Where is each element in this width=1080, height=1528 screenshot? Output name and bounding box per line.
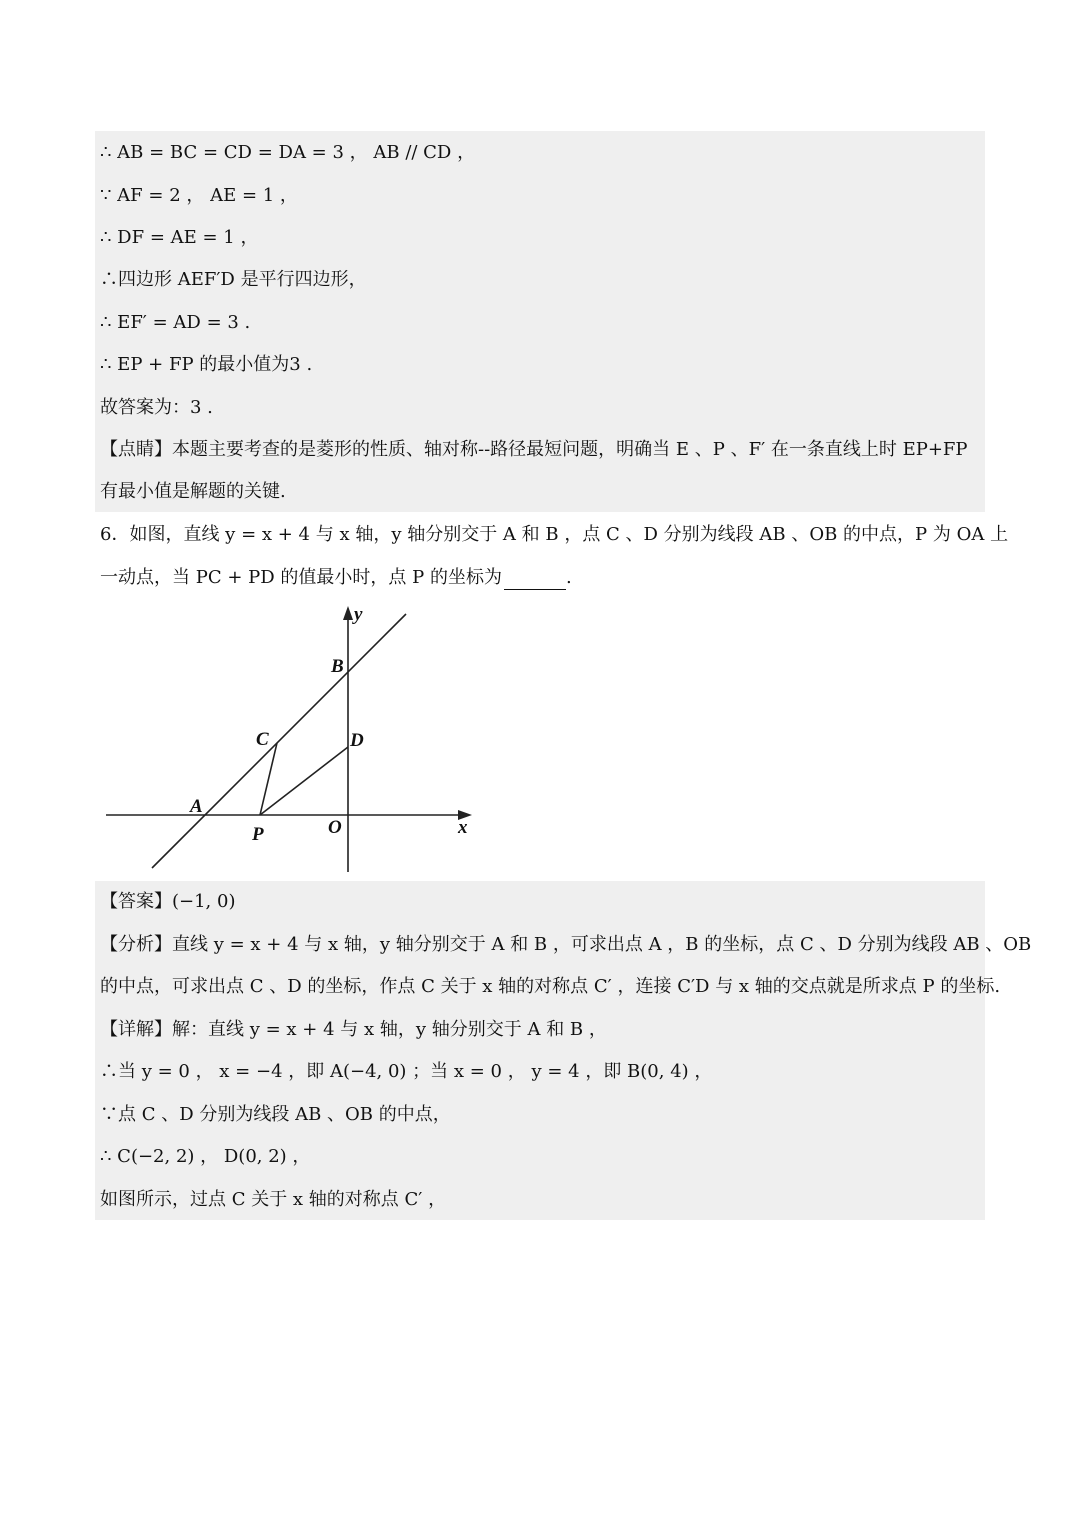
coordinate-figure [100,600,490,880]
label-d: D [350,730,364,751]
detail-line-3: ∵点 C 、D 分别为线段 AB 、OB 的中点， [100,1104,451,1125]
solution-line-4: ∴四边形 AEF′D 是平行四边形， [100,269,367,290]
question-line-2-end: . [565,567,572,588]
detail-line-5: 如图所示，过点 C 关于 x 轴的对称点 C′ ， [100,1189,447,1210]
solution-line-3: ∴ DF = AE = 1 ， [100,227,259,248]
label-c: C [256,729,269,750]
comment-line-1: 【点睛】本题主要考查的是菱形的性质、轴对称--路径最短问题，明确当 E 、P 、F′ 在一条直线上时 EP+FP [100,439,968,460]
y-axis-arrow [343,606,353,620]
label-a: A [190,796,203,817]
answer-blank [504,571,566,590]
answer-line: 【答案】(−1, 0) [100,891,236,912]
label-y: y [354,604,363,625]
solution-line-1: ∴ AB = BC = CD = DA = 3 ， AB // CD ， [100,142,476,163]
detail-line-2: ∴当 y = 0 ， x = −4 ，即 A(−4, 0) ；当 x = 0 ， y = 4 ，即 B(0, 4) ， [100,1061,713,1082]
analysis-line-1: 【分析】直线 y = x + 4 与 x 轴，y 轴分别交于 A 和 B ，可求出点 A ，B 的坐标，点 C 、D 分别为线段 AB 、OB [100,934,1032,955]
solution-line-2: ∵ AF = 2 ， AE = 1 ， [100,185,298,206]
question-line-2-text: 一动点，当 PC + PD 的值最小时，点 P 的坐标为 [100,567,502,588]
solution-block-bottom [95,881,1032,1220]
detail-line-4: ∴ C(−2, 2) ， D(0, 2) ， [100,1146,311,1167]
comment-line-2: 有最小值是解题的关键. [100,481,286,502]
question-line-2 [100,566,980,590]
solution-line-5: ∴ EF′ = AD = 3 . [100,312,251,333]
solution-line-6: ∴ EP + FP 的最小值为3 . [100,354,313,375]
question-line-1: 6．如图，直线 y = x + 4 与 x 轴，y 轴分别交于 A 和 B ，点 C 、D 分别为线段 AB 、OB 的中点，P 为 OA 上 [100,524,1009,545]
label-o: O [328,817,342,838]
label-p: P [252,824,264,845]
detail-line-1: 【详解】解：直线 y = x + 4 与 x 轴，y 轴分别交于 A 和 B ， [100,1019,607,1040]
solution-line-7: 故答案为：3 . [100,397,213,418]
label-x: x [458,817,468,838]
analysis-line-2: 的中点，可求出点 C 、D 的坐标，作点 C 关于 x 轴的对称点 C′ ，连接 C′D 与 x 轴的交点就是所求点 P 的坐标. [100,976,1001,997]
line-ab [152,614,406,868]
label-b: B [331,656,344,677]
